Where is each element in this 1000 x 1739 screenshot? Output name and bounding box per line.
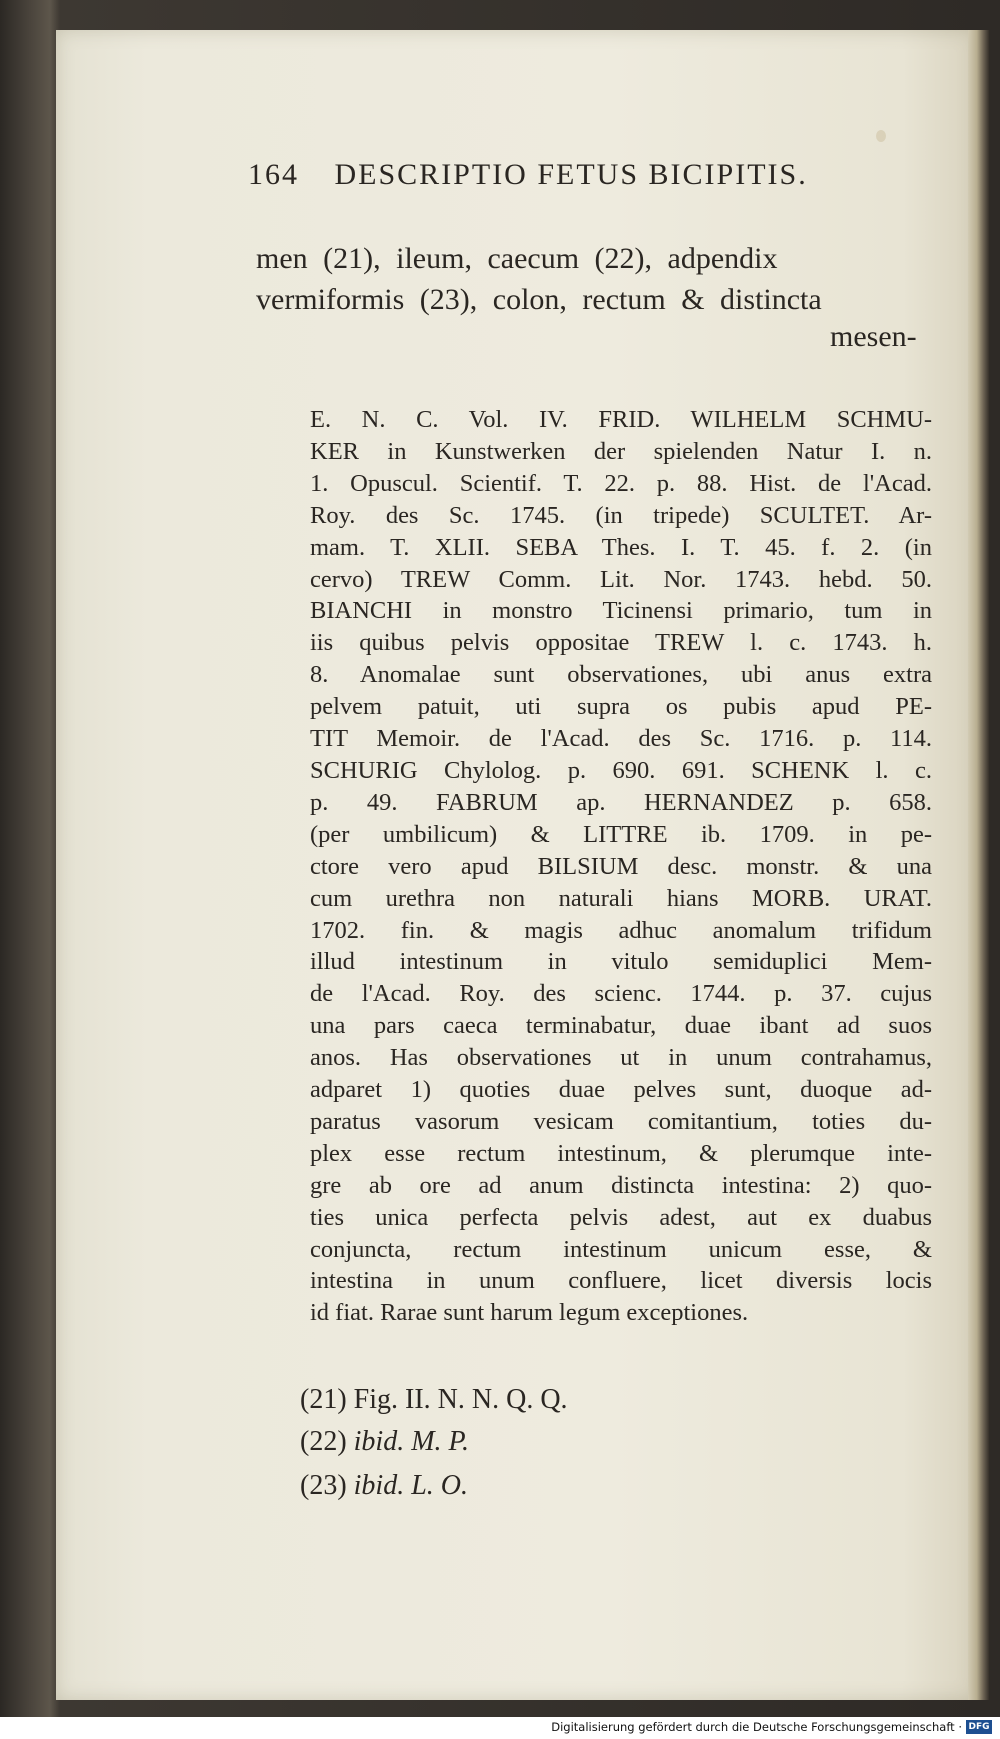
note-line: Roy. des Sc. 1745. (in tripede) SCULTET. Ar- [310, 501, 932, 529]
footnote-text: ibid. L. O. [353, 1470, 469, 1501]
running-head [248, 158, 868, 192]
note-line: iis quibus pelvis oppositae TREW l. c. 1743. h. [310, 629, 932, 657]
note-line: SCHURIG Chylolog. p. 690. 691. SCHENK l. c. [310, 756, 932, 784]
footnote-23 [300, 1470, 468, 1502]
note-line: conjuncta, rectum intestinum unicum esse, & [310, 1235, 932, 1263]
note-line: 8. Anomalae sunt observationes, ubi anus extra [310, 661, 932, 689]
note-line: intestina in unum confluere, licet diversis locis [310, 1267, 932, 1295]
note-line: (per umbilicum) & LITTRE ib. 1709. in pe- [310, 820, 932, 848]
note-line: 1. Opuscul. Scientif. T. 22. p. 88. Hist. de l'Acad. [310, 469, 932, 497]
running-title: DESCRIPTIO FETUS BICIPITIS. [334, 158, 808, 191]
footnote-mark: (23) [300, 1470, 347, 1501]
note-line: id fiat. Rarae sunt harum legum exceptiones. [310, 1299, 749, 1327]
note-line: KER in Kunstwerken der spielenden Natur I. n. [310, 437, 932, 465]
note-line: una pars caeca terminabatur, duae ibant ad suos [310, 1012, 932, 1040]
note-line: cervo) TREW Comm. Lit. Nor. 1743. hebd. 50. [310, 565, 932, 593]
footnote-22 [300, 1426, 469, 1458]
page-edge [968, 30, 990, 1700]
note-line: mam. T. XLII. SEBA Thes. I. T. 45. f. 2. (in [310, 533, 932, 561]
note-line: anos. Has observationes ut in unum contrahamus, [310, 1044, 932, 1072]
note-line: p. 49. FABRUM ap. HERNANDEZ p. 658. [310, 788, 932, 816]
footnote-mark: (21) [300, 1384, 347, 1415]
note-line: 1702. fin. & magis adhuc anomalum trifidum [310, 916, 932, 944]
note-line: pelvem patuit, uti supra os pubis apud PE- [310, 693, 932, 721]
note-line: cum urethra non naturali hians MORB. URAT. [310, 884, 932, 912]
note-line: de l'Acad. Roy. des scienc. 1744. p. 37. cujus [310, 980, 932, 1008]
note-line: BIANCHI in monstro Ticinensi primario, tum in [310, 597, 932, 625]
body-line-catchword: mesen- [830, 320, 917, 353]
digitization-credit: Digitalisierung gefördert durch die Deutsche Forschungsgemeinschaft · [551, 1720, 962, 1734]
marginal-note [310, 404, 932, 1329]
note-line: adparet 1) quoties duae pelves sunt, duoque ad- [310, 1076, 932, 1104]
note-line: TIT Memoir. de l'Acad. des Sc. 1716. p. 114. [310, 725, 932, 753]
note-line: plex esse rectum intestinum, & plerumque inte- [310, 1139, 932, 1167]
footnote-text: ibid. M. P. [353, 1426, 470, 1457]
note-line: paratus vasorum vesicam comitantium, toties du- [310, 1107, 932, 1135]
note-line: E. N. C. Vol. IV. FRID. WILHELM SCHMU- [310, 406, 932, 433]
footnote-mark: (22) [300, 1426, 347, 1457]
note-line: gre ab ore ad anum distincta intestina: 2) quo- [310, 1171, 932, 1199]
footnote-text: Fig. II. N. N. Q. Q. [353, 1384, 568, 1415]
footnote-21 [300, 1384, 568, 1416]
body-line: men (21), ileum, caecum (22), adpendix [256, 242, 778, 275]
page-number: 164 [248, 158, 299, 191]
dfg-logo-icon: DFG [966, 1720, 992, 1734]
note-line: ctore vero apud BILSIUM desc. monstr. & una [310, 852, 932, 880]
note-line: ties unica perfecta pelvis adest, aut ex duabus [310, 1203, 932, 1231]
body-line: vermiformis (23), colon, rectum & distincta [256, 283, 822, 316]
note-line: illud intestinum in vitulo semiduplici Mem- [310, 948, 932, 976]
